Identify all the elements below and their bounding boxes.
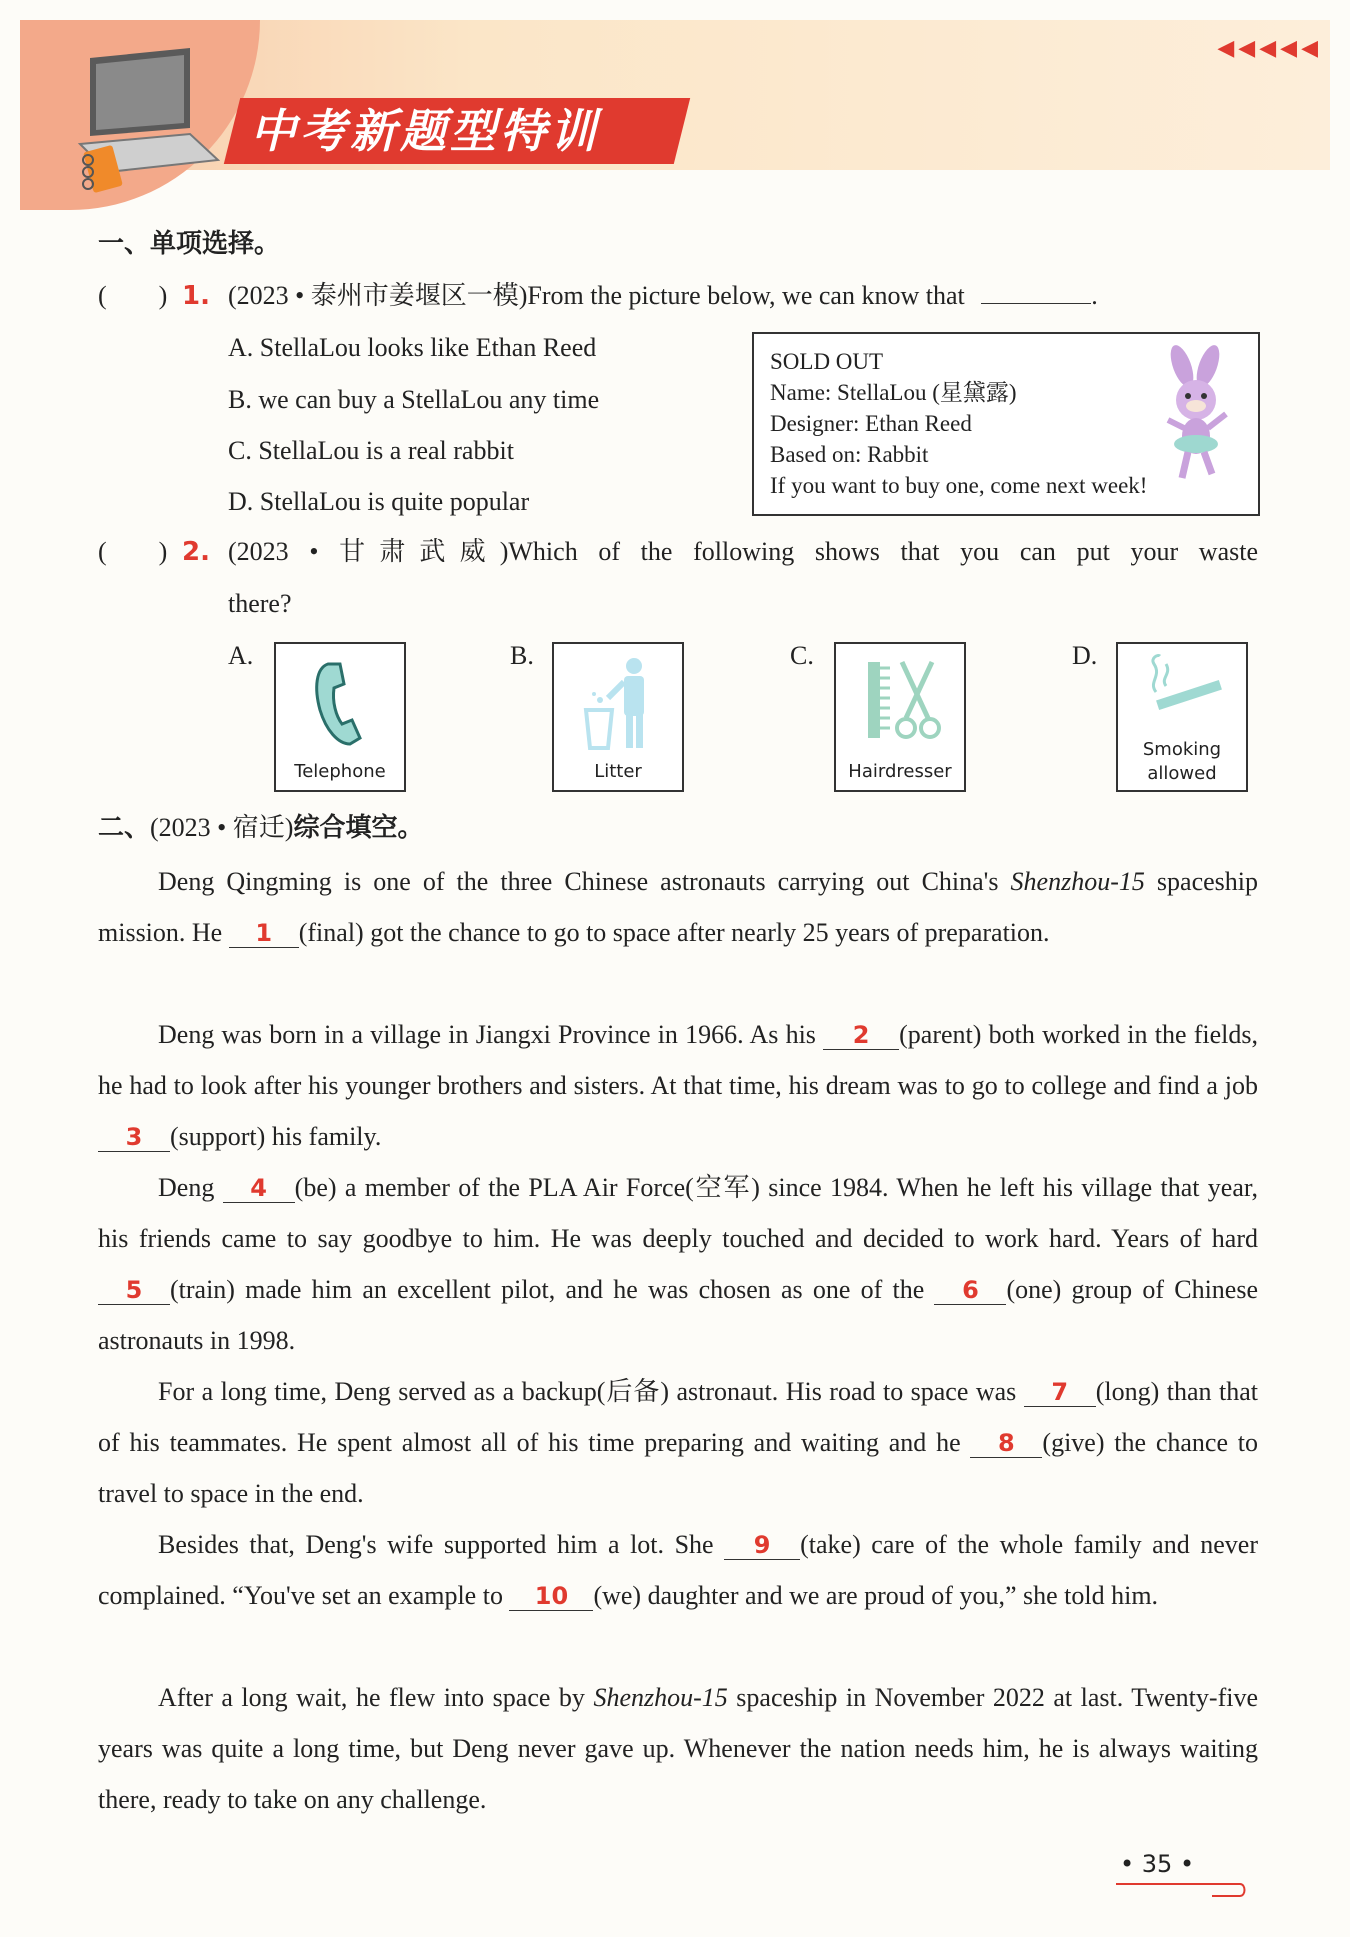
q2-option-a-letter[interactable]: A. <box>228 641 254 670</box>
section1-title: 一、单项选择。 <box>98 229 281 259</box>
page-number: • 35 • <box>1120 1850 1195 1878</box>
smoking-caption <box>1118 738 1246 786</box>
blank-1[interactable]: 1 <box>229 919 299 948</box>
sign-telephone[interactable] <box>274 642 406 792</box>
laptop-notebook-icon <box>70 48 220 198</box>
notice-sold-out: SOLD OUT <box>770 349 884 374</box>
blank-2[interactable]: 2 <box>823 1021 899 1050</box>
litter-caption: Litter <box>594 761 642 782</box>
q2-stem-line1: (2023 • 甘肃武威)Which of the following shows that you can put your waste <box>228 537 1258 566</box>
litter-icon <box>578 654 662 754</box>
q1-end: . <box>1091 281 1098 310</box>
blank-9[interactable]: 9 <box>724 1531 800 1560</box>
cigarette-icon <box>1138 652 1228 712</box>
banner-title: 中考新题型特训 <box>250 104 600 158</box>
q1-text: (2023 • 泰州市姜堰区一模)From the picture below, we can know that <box>228 281 965 310</box>
passage-paragraph-5: Besides that, Deng's wife supported him a lot. She 9 (take) care of the whole family and never complained. “You've set an example to 10 (we) daughter and we are proud of you,” she told him. <box>98 1530 1258 1610</box>
left-arrows-icon: ◀◀◀◀◀ <box>1217 36 1322 61</box>
q1-blank[interactable] <box>981 303 1091 304</box>
notice-based-on: Based on: Rabbit <box>770 442 929 467</box>
blank-7[interactable]: 7 <box>1024 1378 1096 1407</box>
telephone-icon <box>310 658 370 750</box>
passage-paragraph-1: Deng Qingming is one of the three Chinese astronauts carrying out China's Shenzhou-15 spaceship mission. He 1 (final) got the chance to go to space after nearly 25 years of preparation. <box>98 867 1258 947</box>
q2-stem-line2: there? <box>228 589 292 618</box>
passage-paragraph-6: After a long wait, he flew into space by Shenzhou-15 spaceship in November 2022 at last. Twenty-five years was quite a long time, but Deng never gave up. Whenever the nation needs him, he is always waiting there, ready to take on any challenge. <box>98 1683 1258 1814</box>
shenzhou-15-label: Shenzhou-15 <box>1010 867 1145 896</box>
q1-stem <box>228 280 1098 312</box>
sign-litter[interactable] <box>552 642 684 792</box>
q2-option-b-letter[interactable]: B. <box>510 641 534 670</box>
shenzhou-15-label-2: Shenzhou-15 <box>593 1683 728 1712</box>
telephone-caption: Telephone <box>294 761 386 782</box>
q2-answer-paren[interactable]: ( ) <box>98 537 168 566</box>
q1-number: 1. <box>182 281 210 311</box>
passage-paragraph-4: For a long time, Deng served as a backup(后备) astronaut. His road to space was 7 (long) than that of his teammates. He spent almost all of his time preparing and waiting and he 8 (give) the chance to travel to space in the end. <box>98 1377 1258 1508</box>
q2-number: 2. <box>182 537 210 567</box>
sign-hairdresser[interactable] <box>834 642 966 792</box>
q1-answer-paren[interactable]: ( ) <box>98 281 168 310</box>
blank-10[interactable]: 10 <box>509 1582 593 1611</box>
passage-paragraph-2: Deng was born in a village in Jiangxi Province in 1966. As his 2 (parent) both worked in the fields, he had to look after his younger brothers and sisters. At that time, his dream was to go to college and find a job 3 (support) his family. <box>98 1020 1258 1151</box>
q1-option-a[interactable]: A. StellaLou looks like Ethan Reed <box>228 333 597 362</box>
q1-option-d[interactable]: D. StellaLou is quite popular <box>228 487 530 516</box>
stellalou-bunny-icon <box>1142 344 1252 484</box>
passage-paragraph-3: Deng 4 (be) a member of the PLA Air Force(空军) since 1984. When he left his village that year, his friends came to say goodbye to him. He was deeply touched and decided to work hard. Years of hard 5 (train) made him an excellent pilot, and he was chosen as one of the 6 (one) group of Chinese astronauts in 1998. <box>98 1173 1259 1355</box>
section2-title <box>98 812 423 844</box>
page-underline-arrow-icon <box>1116 1878 1246 1902</box>
q2-option-d-letter[interactable]: D. <box>1072 641 1098 670</box>
hairdresser-caption: Hairdresser <box>848 761 952 782</box>
notice-buy-hint: If you want to buy one, come next week! <box>770 473 1148 498</box>
blank-6[interactable]: 6 <box>934 1276 1006 1305</box>
section2-prefix: 二、 <box>98 813 151 843</box>
smoking-caption-line1: Smoking <box>1142 739 1222 760</box>
notice-designer: Designer: Ethan Reed <box>770 411 972 436</box>
notice-name: Name: StellaLou (星黛露) <box>770 380 1017 405</box>
sign-smoking-allowed[interactable] <box>1116 642 1248 792</box>
blank-4[interactable]: 4 <box>223 1174 295 1203</box>
blank-8[interactable]: 8 <box>970 1429 1042 1458</box>
sold-out-notice <box>752 332 1260 516</box>
section2-main-title: 综合填空。 <box>293 813 424 843</box>
blank-3[interactable]: 3 <box>98 1123 170 1152</box>
q1-option-c[interactable]: C. StellaLou is a real rabbit <box>228 436 514 465</box>
scissors-comb-icon <box>862 656 942 746</box>
blank-5[interactable]: 5 <box>98 1276 170 1305</box>
q1-option-b[interactable]: B. we can buy a StellaLou any time <box>228 385 600 414</box>
q2-option-c-letter[interactable]: C. <box>790 641 814 670</box>
section2-source: (2023 • 宿迁) <box>150 813 294 842</box>
smoking-caption-line2: allowed <box>1147 763 1217 784</box>
